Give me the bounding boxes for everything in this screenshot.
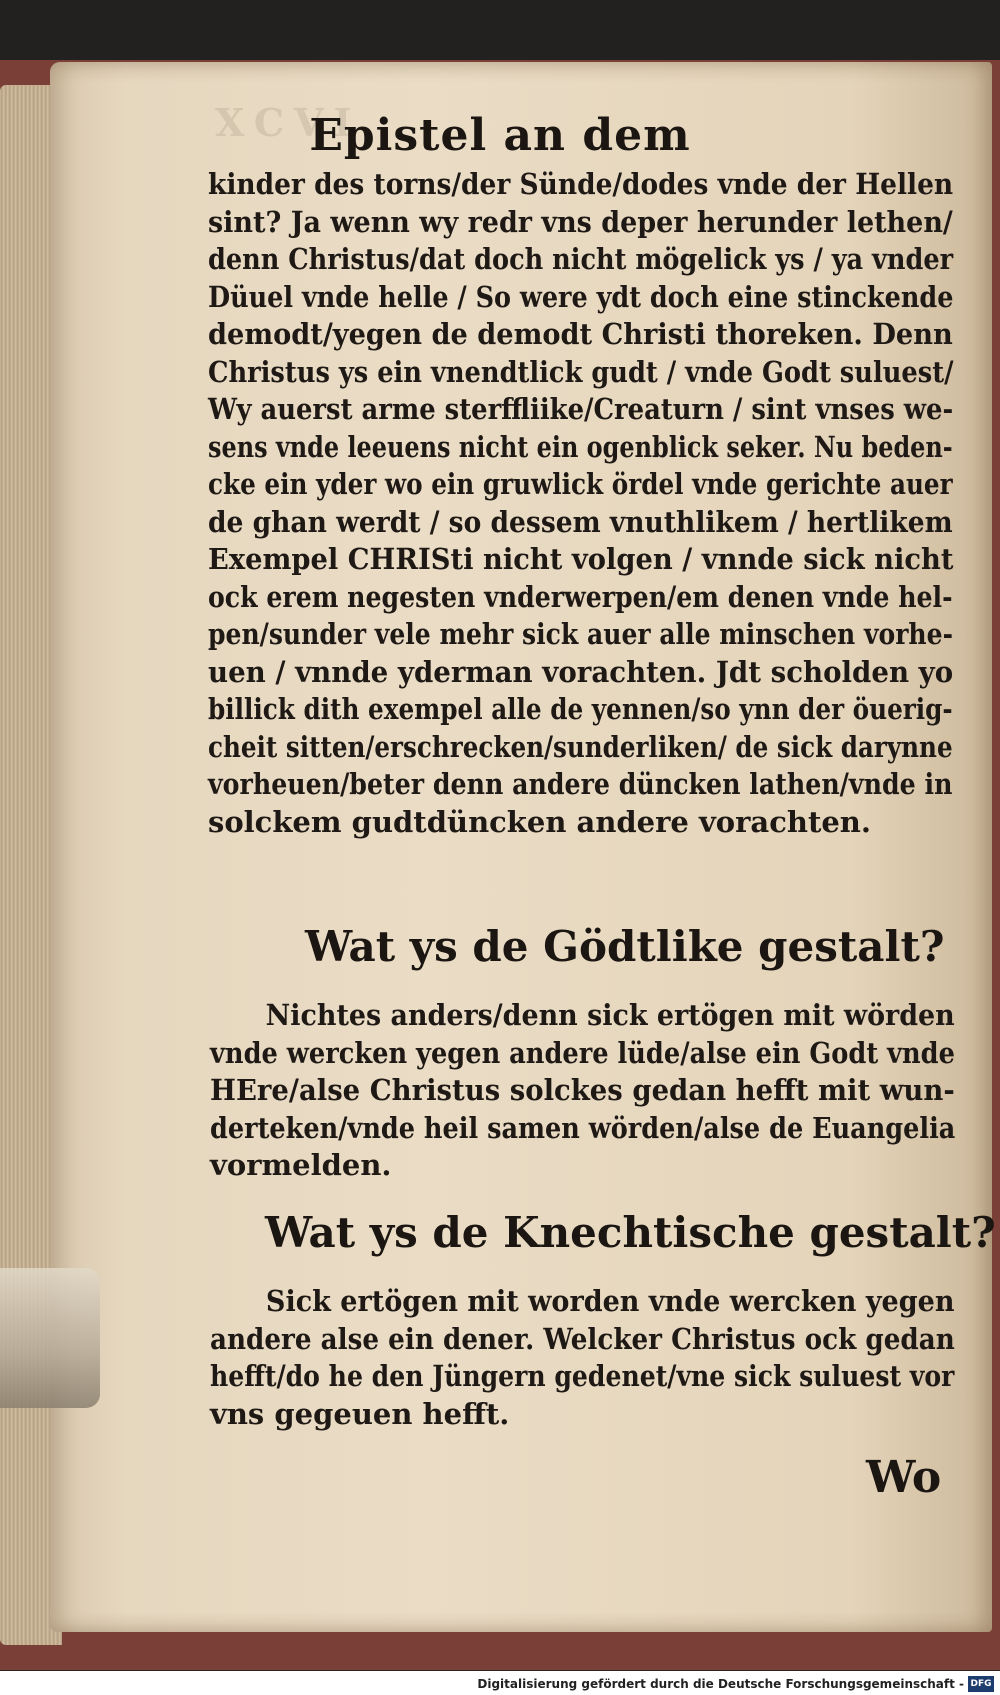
paragraph-1 (208, 166, 953, 841)
text-line: cke ein yder wo ein gruwlick ördel vnde gerichte auer (208, 467, 953, 501)
text-line: hefft/do he den Jüngern gedenet/vne sick suluest vor (210, 1359, 955, 1393)
dfg-logo: DFG (968, 1676, 994, 1692)
text-line: de ghan werdt / so dessem vnuthlikem / hertlikem (208, 504, 953, 539)
text-line: vnde wercken yegen andere lüde/alse ein Godt vnde (210, 1035, 955, 1070)
text-line: cheit sitten/erschrecken/sunderliken/ de sick darynne (208, 729, 953, 764)
footer-text: Digitalisierung gefördert durch die Deutsche Forschungsgemeinschaft - (477, 1677, 964, 1691)
text-line: Exempel CHRISti nicht volgen / vnnde sick nicht (208, 542, 954, 576)
text-line: vorheuen/beter denn andere düncken lathen/vnde in (208, 767, 953, 801)
text-line: uen / vnnde yderman vorachten. Jdt scholden yo (208, 654, 954, 689)
heading-godtlike-gestalt: Wat ys de Gödtlike gestalt? (305, 922, 945, 971)
text-line: ock erem negesten vnderwerpen/em denen vnde hel- (208, 579, 953, 614)
text-line: denn Christus/dat doch nicht mögelick ys / ya vnder (208, 242, 954, 276)
page-clip (0, 1268, 100, 1408)
text-line: Düuel vnde helle / So were ydt doch eine stinckende (208, 279, 954, 314)
text-line: kinder des torns/der Sünde/dodes vnde der Hellen (208, 167, 954, 201)
running-head: Epistel an dem (309, 110, 691, 161)
text-line: Sick ertögen mit worden vnde wercken yegen (265, 1284, 955, 1318)
text-line: HEre/alse Christus solckes gedan hefft mit wun- (210, 1073, 955, 1107)
text-line: Nichtes anders/denn sick ertögen mit wörden (265, 998, 955, 1032)
paragraph-3 (210, 1283, 955, 1433)
footer-bar (0, 1671, 1000, 1695)
bleed-through-text: XCVI (215, 100, 362, 145)
text-line: solckem gudtdüncken andere vorachten. (208, 804, 871, 839)
catchword: Wo (866, 1452, 942, 1503)
paragraph-2 (210, 997, 955, 1185)
text-line: vns gegeuen hefft. (210, 1396, 510, 1431)
text-line: andere alse ein dener. Welcker Christus ock gedan (210, 1321, 955, 1356)
text-line: pen/sunder vele mehr sick auer alle minschen vorhe- (208, 617, 953, 651)
text-line: vormelden. (210, 1148, 392, 1182)
text-line: billick dith exempel alle de yennen/so ynn der öuerig- (208, 692, 953, 726)
text-line: sint? Ja wenn wy redr vns deper herunder lethen/ (208, 204, 953, 239)
heading-knechtische-gestalt: Wat ys de Knechtische gestalt? (265, 1208, 996, 1257)
text-line: sens vnde leeuens nicht ein ogenblick seker. Nu beden- (208, 429, 953, 464)
text-line: Christus ys ein vnendtlick gudt / vnde Godt suluest/ (208, 354, 954, 389)
text-line: Wy auerst arme sterffliike/Creaturn / sint vnses we- (208, 392, 954, 426)
text-line: demodt/yegen de demodt Christi thoreken. Denn (208, 317, 953, 351)
text-line: derteken/vnde heil samen wörden/alse de Euangelia (210, 1110, 956, 1145)
